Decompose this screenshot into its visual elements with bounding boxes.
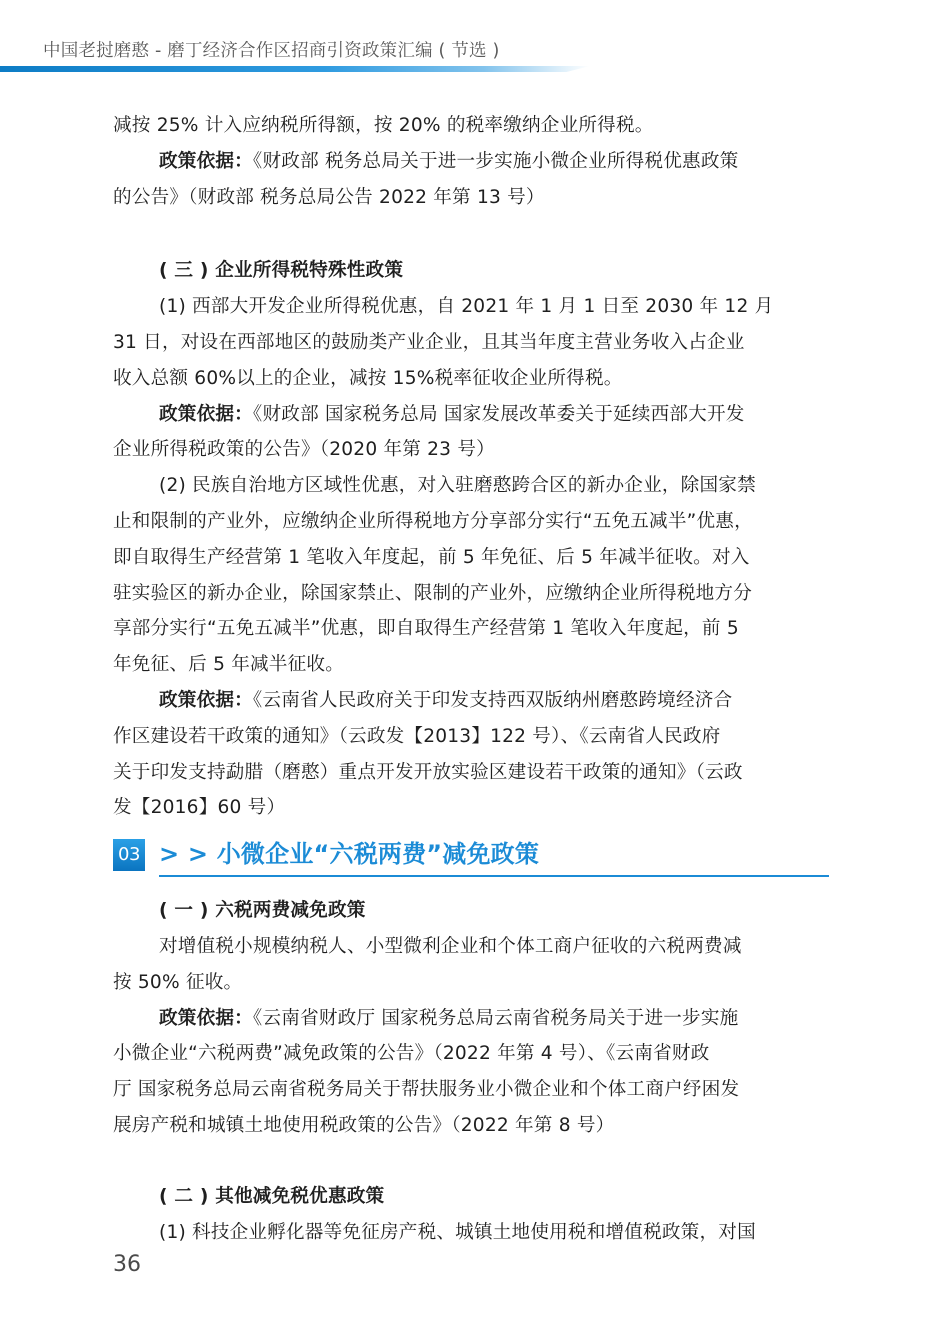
basis-text: 《云南省人民政府关于印发支持西双版纳州磨憨跨境经济合 [252,689,733,711]
basis-label: 政策依据： [159,1007,253,1029]
item2-line-6: 年免征、后 5 年减半征收。 [113,654,344,676]
basis1 [113,397,829,433]
basis2 [113,683,829,719]
subsection-1-basis-line-3: 厅 国家税务总局云南省税务局关于帮扶服务业小微企业和个体工商户纾困发 [113,1079,740,1101]
subsection-1-title: ( 一 ) 六税两费减免政策 [159,900,366,922]
page-number: 36 [113,1252,141,1277]
basis2-line-3: 关于印发支持勐腊（磨憨）重点开发开放实验区建设若干政策的通知》（云政 [113,761,743,783]
basis2-line-4: 发【2016】60 号） [113,797,286,819]
item2-line-4: 驻实验区的新办企业，除国家禁止、限制的产业外，应缴纳企业所得税地方分 [113,582,752,604]
basis-text: 《云南省财政厅 国家税务总局云南省税务局关于进一步实施 [252,1007,739,1029]
section-underline [159,875,829,877]
header-title: 中国老挝磨憨 - 磨丁经济合作区招商引资政策汇编 ( 节选 ) [43,41,500,61]
basis-text: 《财政部 国家税务总局 国家发展改革委关于延续西部大开发 [252,403,745,425]
item2-line-2: 止和限制的产业外，应缴纳企业所得税地方分享部分实行“五免五减半”优惠， [113,510,753,532]
item2-line-1: (2) 民族自治地方区域性优惠，对入驻磨憨跨合区的新办企业，除国家禁 [159,475,756,497]
item1-line-2: 31 日，对设在西部地区的鼓励类产业企业，且其当年度主营业务收入占企业 [113,331,745,353]
subsection-2-item1: (1) 科技企业孵化器等免征房产税、城镇土地使用税和增值税政策，对国 [159,1221,756,1243]
subsection-1-basis-line-2: 小微企业“六税两费”减免政策的公告》（2022 年第 4 号）、《云南省财政 [113,1043,710,1065]
basis-label: 政策依据： [159,689,253,711]
document-body [113,108,829,1250]
intro-basis [113,144,829,180]
basis2-line-2: 作区建设若干政策的通知》（云政发【2013】122 号）、《云南省人民政府 [113,725,721,747]
subsection-1-body-1: 对增值税小规模纳税人、小型微利企业和个体工商户征收的六税两费减 [159,935,742,957]
basis1-cont: 企业所得税政策的公告》（2020 年第 23 号） [113,439,495,461]
intro-basis-cont: 的公告》（财政部 税务总局公告 2022 年第 13 号） [113,186,545,208]
page-header [0,0,941,80]
item1-line-1: (1) 西部大开发企业所得税优惠，自 2021 年 1 月 1 日至 2030 年 12 月 [159,296,774,318]
section-03-banner [113,837,829,887]
subsection-2-title: ( 二 ) 其他减免税优惠政策 [159,1185,385,1207]
item2-line-5: 享部分实行“五免五减半”优惠，即自取得生产经营第 1 笔收入年度起，前 5 [113,618,739,640]
item1-line-3: 收入总额 60%以上的企业，减按 15%税率征收企业所得税。 [113,367,623,389]
intro-line: 减按 25% 计入应纳税所得额，按 20% 的税率缴纳企业所得税。 [113,115,654,136]
header-accent-line [0,66,590,72]
subsection-1-basis-line-4: 展房产税和城镇土地使用税政策的公告》（2022 年第 8 号） [113,1114,615,1136]
item2-line-3: 即自取得生产经营第 1 笔收入年度起，前 5 年免征、后 5 年减半征收。对入 [113,546,750,568]
basis-label: 政策依据： [159,403,253,425]
subsection-3-title: ( 三 ) 企业所得税特殊性政策 [159,260,404,282]
subsection-1-basis [113,1001,829,1037]
basis-label: 政策依据： [159,150,253,172]
basis-text: 《财政部 税务总局关于进一步实施小微企业所得税优惠政策 [252,150,739,172]
subsection-1-body-2: 按 50% 征收。 [113,971,243,993]
section-title: > > 小微企业“六税两费”减免政策 [159,840,540,869]
section-number-badge: 03 [113,839,145,871]
